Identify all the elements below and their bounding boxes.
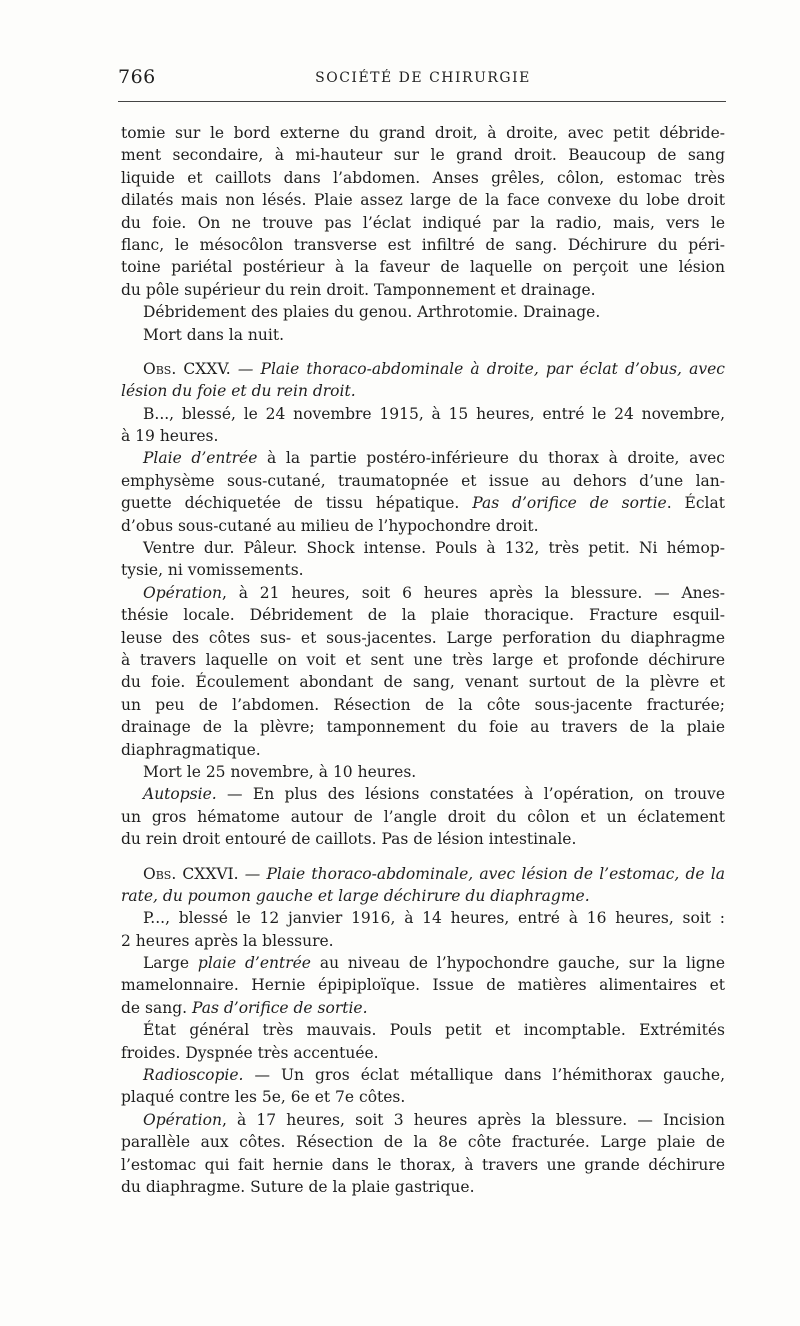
text-line: du diaphragme. Suture de la plaie gastrique. [121, 1177, 475, 1196]
section-gap [121, 851, 725, 863]
section-lead: Plaie d’entrée [143, 449, 258, 468]
observation-label: Obs. CXXV. [143, 359, 231, 378]
page-header [118, 66, 728, 92]
running-title: SOCIÉTÉ DE CHIRURGIE [315, 70, 531, 86]
text-line: leuse des côtes sus- et sous-jacentes. Large perforation du diaphragme [121, 628, 725, 647]
observation-heading [121, 863, 725, 885]
text-line: B..., blessé, le 24 novembre 1915, à 15 heures, entré le 24 novembre, [143, 404, 725, 423]
text-line: tomie sur le bord externe du grand droit, à droite, avec petit débride- [121, 124, 725, 142]
text-line: Large plaie d’entrée au niveau de l’hypochondre gauche, sur la ligne [143, 954, 725, 973]
observation-title: — Plaie thoraco-abdominale à droite, par éclat d’obus, avec [230, 359, 725, 378]
header-rule [118, 101, 726, 102]
section-lead: Autopsie. [143, 785, 217, 804]
text-line: guette déchiquetée de tissu hépatique. Pas d’orifice de sortie. Éclat [121, 494, 725, 513]
text-line: du rein droit entouré de caillots. Pas de lésion intestinale. [121, 830, 577, 849]
text-body [121, 122, 725, 1198]
observation-label: Obs. CXXVI. [143, 864, 239, 883]
text-line: Mort le 25 novembre, à 10 heures. [143, 762, 417, 781]
text-line: thésie locale. Débridement de la plaie thoracique. Fracture esquil- [121, 606, 725, 625]
text-line: à 19 heures. [121, 427, 219, 446]
text-line: Débridement des plaies du genou. Arthrotomie. Drainage. [143, 303, 601, 322]
text-line: plaqué contre les 5e, 6e et 7e côtes. [121, 1088, 406, 1107]
text-line: drainage de la plèvre; tamponnement du foie au travers de la plaie [121, 718, 725, 737]
text-line: Opération, à 21 heures, soit 6 heures après la blessure. — Anes- [143, 583, 725, 602]
text-line: un peu de l’abdomen. Résection de la côte sous-jacente fracturée; [121, 695, 725, 714]
text-line: Plaie d’entrée à la partie postéro-inférieure du thorax à droite, avec [143, 449, 725, 468]
text-line: diaphragmatique. [121, 740, 261, 759]
text-line: froides. Dyspnée très accentuée. [121, 1043, 379, 1062]
text-line: l’estomac qui fait hernie dans le thorax, à travers une grande déchirure [121, 1155, 725, 1174]
section-lead: Opération [143, 583, 222, 602]
text-line: tysie, ni vomissements. [121, 561, 304, 580]
observation-title: rate, du poumon gauche et large déchirure du diaphragme. [121, 886, 590, 905]
text-line: flanc, le mésocôlon transverse est infiltré de sang. Déchirure du péri- [121, 235, 725, 254]
text-line: à travers laquelle on voit et sent une très large et profonde déchirure [121, 650, 725, 669]
text-line: un gros hématome autour de l’angle droit du côlon et un éclatement [121, 807, 725, 826]
section-gap [121, 346, 725, 358]
text-line: État général très mauvais. Pouls petit et incomptable. Extrémités [143, 1021, 725, 1040]
text-line: liquide et caillots dans l’abdomen. Anses grêles, côlon, estomac très [121, 168, 725, 187]
observation-heading [121, 885, 725, 907]
section-lead: Opération [143, 1110, 222, 1129]
text-line: Radioscopie. — Un gros éclat métallique dans l’hémithorax gauche, [143, 1066, 725, 1085]
text-line: ment secondaire, à mi-hauteur sur le grand droit. Beaucoup de sang [121, 146, 725, 165]
text-line: emphysème sous-cutané, traumatopnée et issue au dehors d’une lan- [121, 471, 725, 490]
text-line: du pôle supérieur du rein droit. Tamponnement et drainage. [121, 280, 596, 299]
observation-heading [121, 358, 725, 380]
text-line: du foie. Écoulement abondant de sang, venant surtout de la plèvre et [121, 673, 725, 692]
section-lead: Radioscopie. [143, 1066, 244, 1085]
text-line: mamelonnaire. Hernie épipiploïque. Issue de matières alimentaires et [121, 976, 725, 995]
text-line: d’obus sous-cutané au milieu de l’hypochondre droit. [121, 516, 539, 535]
text-line: P..., blessé le 12 janvier 1916, à 14 heures, entré à 16 heures, soit : [143, 909, 725, 928]
observation-title: — Plaie thoraco-abdominale, avec lésion de l’estomac, de la [238, 864, 725, 883]
observation-heading [121, 380, 725, 402]
text-line: Autopsie. — En plus des lésions constatées à l’opération, on trouve [143, 785, 725, 804]
text-line: toine pariétal postérieur à la faveur de laquelle on perçoit une lésion [121, 258, 725, 277]
page-number: 766 [118, 66, 156, 88]
observation-title: lésion du foie et du rein droit. [121, 382, 356, 401]
text-line: du foie. On ne trouve pas l’éclat indiqué par la radio, mais, vers le [121, 213, 725, 232]
text-line: Ventre dur. Pâleur. Shock intense. Pouls à 132, très petit. Ni hémop- [143, 539, 725, 558]
text-line: parallèle aux côtes. Résection de la 8e côte fracturée. Large plaie de [121, 1133, 725, 1152]
text-line: dilatés mais non lésés. Plaie assez large de la face convexe du lobe droit [121, 191, 725, 210]
text-line: de sang. Pas d’orifice de sortie. [121, 998, 368, 1017]
text-line: 2 heures après la blessure. [121, 931, 334, 950]
text-line: Mort dans la nuit. [143, 325, 284, 344]
text-line: Opération, à 17 heures, soit 3 heures après la blessure. — Incision [143, 1110, 725, 1129]
